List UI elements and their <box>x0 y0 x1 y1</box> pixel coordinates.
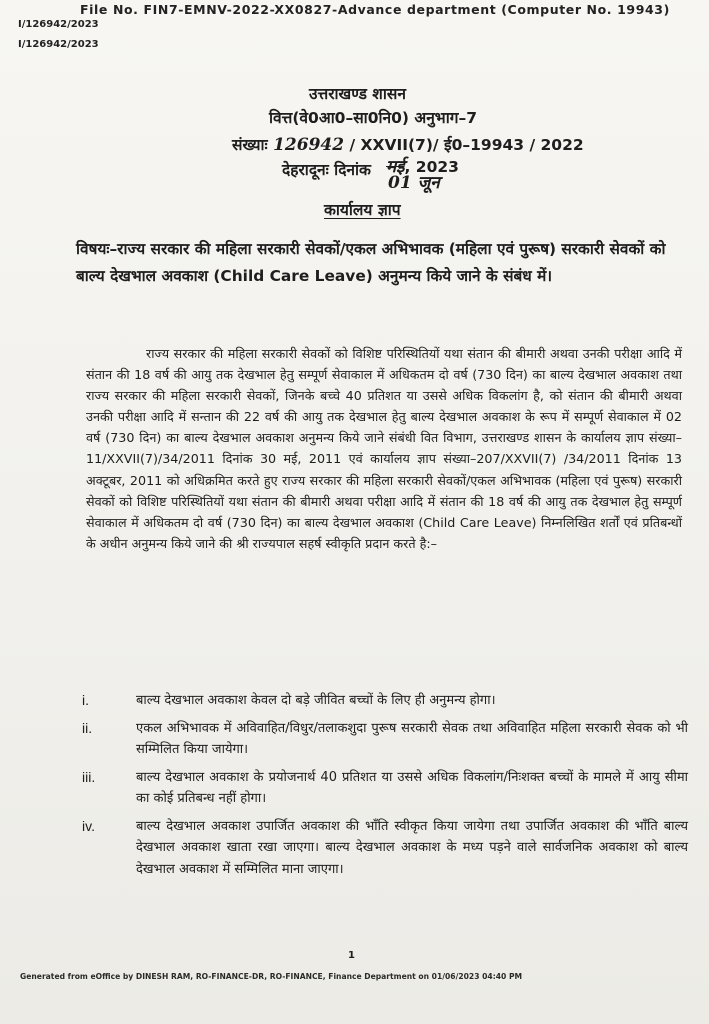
list-item <box>78 718 688 761</box>
list-item-text: बाल्य देखभाल अवकाश केवल दो बड़े जीवित बच्चों के लिए ही अनुमन्य होगा। <box>136 693 496 708</box>
subject-label: विषयः– <box>76 240 118 258</box>
list-numeral: i. <box>82 692 89 708</box>
struck-month: मई <box>386 157 405 177</box>
list-item-text: बाल्य देखभाल अवकाश के प्रयोजनार्थ 40 प्रतिशत या उससे अधिक विकलांग/निःशक्त बच्चों के मामले में आयु सीमा का कोई प्रतिबन्ध नहीं होगा। <box>136 769 688 806</box>
subject <box>76 236 688 290</box>
subject-text: राज्य सरकार की महिला सरकारी सेवकों/एकल अभिभावक (महिला एवं पुरूष) सरकारी सेवकों को बाल्य देखभाल अवकाश (Child Care Leave) अनुमन्य किये जाने के संबंध में। <box>76 240 666 285</box>
letter-number <box>232 133 584 155</box>
list-item <box>78 816 688 881</box>
list-numeral: iv. <box>82 817 95 834</box>
handwritten-number: 126942 <box>273 135 345 155</box>
list-item-text: बाल्य देखभाल अवकाश उपार्जित अवकाश की भाँति स्वीकृत किया जायेगा तथा उपार्जित अवकाश की भाँति बाल्य देखभाल अवकाश खाता रखा जाएगा। बाल्य देखभाल अवकाश के मध्य पड़ने वाले सार्वजनिक अवकाश को बाल्य देखभाल अवकाश में सम्मिलित माना जाएगा। <box>136 818 688 877</box>
government-name: उत्तराखण्ड शासन <box>309 85 406 103</box>
reference-number: I/126942/2023 <box>18 39 99 50</box>
conditions-list <box>78 690 688 886</box>
list-numeral: ii. <box>82 719 93 736</box>
page-number: 1 <box>348 950 355 961</box>
body-paragraph: राज्य सरकार की महिला सरकारी सेवकों को विशिष्ट परिस्थितियों यथा संतान की बीमारी अथवा उनकी परीक्षा आदि में संतान की 18 वर्ष की आयु तक देखभाल हेतु सम्पूर्ण सेवाकाल में अधिकतम दो वर्ष (730 दिन) का बाल्य देखभाल अवकाश तथा राज्य सरकार की महिला सरकारी सेवकों, जिनके बच्चे 40 प्रतिशत या उससे अधिक विकलांग है, को संतान की बीमारी अथवा उनकी परीक्षा आदि में सन्तान की 22 वर्ष की आयु तक देखभाल हेतु बाल्य देखभाल अवकाश के रूप में सम्पूर्ण सेवाकाल में 02 वर्ष (730 दिन) का बाल्य देखभाल अवकाश अनुमन्य किये जाने संबंधी वित विभाग, उत्तराखण्ड शासन के कार्यालय ज्ञाप संख्या–11/XXVII(7)/34/2011 दिनांक 30 मई, 2011 एवं कार्यालय ज्ञाप संख्या–207/XXVII(7) /34/2011 दिनांक 13 अक्टूबर, 2011 को अधिक्रमित करते हुए राज्य सरकार की महिला सरकारी सेवकों/एकल अभिभावक (महिला एवं पुरूष) सरकारी सेवकों को विशिष्ट परिस्थितियों यथा संतान की बीमारी अथवा परीक्षा आदि में संतान की 18 वर्ष की आयु तक देखभाल हेतु सम्पूर्ण सेवाकाल में अधिकतम दो वर्ष (730 दिन) का बाल्य देखभाल अवकाश (Child Care Leave) निम्नलिखित शर्तों एवं प्रतिबन्धों के अधीन अनुमन्य किये जाने की श्री राज्यपाल सहर्ष स्वीकृति प्रदान करते है:– <box>86 346 682 551</box>
number-label: संख्याः <box>232 136 268 154</box>
date-year: , 2023 <box>404 158 459 176</box>
place-date-label: देहरादूनः दिनांक <box>282 161 371 179</box>
list-item <box>78 690 688 712</box>
file-number-line: File No. FIN7-EMNV-2022-XX0827-Advance department (Computer No. 19943) <box>80 2 670 17</box>
eoffice-footer: Generated from eOffice by DINESH RAM, RO-FINANCE-DR, RO-FINANCE, Finance Department on 01/06/2023 04:40 PM <box>20 972 523 981</box>
list-item <box>78 767 688 810</box>
office-memo-title: कार्यालय ज्ञाप <box>324 201 401 219</box>
handwritten-date: 01 जून <box>388 173 440 193</box>
department-name: वित्त(वे0आ0–सा0नि0) अनुभाग–7 <box>269 109 477 127</box>
reference-number: I/126942/2023 <box>18 19 99 30</box>
list-item-text: एकल अभिभावक में अविवाहित/विधुर/तलाकशुदा पुरूष सरकारी सेवक तथा अविवाहित महिला सरकारी सेवक को भी सम्मिलित किया जायेगा। <box>136 720 688 757</box>
number-rest: / XXVII(7)/ ई0–19943 / 2022 <box>349 136 584 154</box>
list-numeral: iii. <box>82 768 96 785</box>
